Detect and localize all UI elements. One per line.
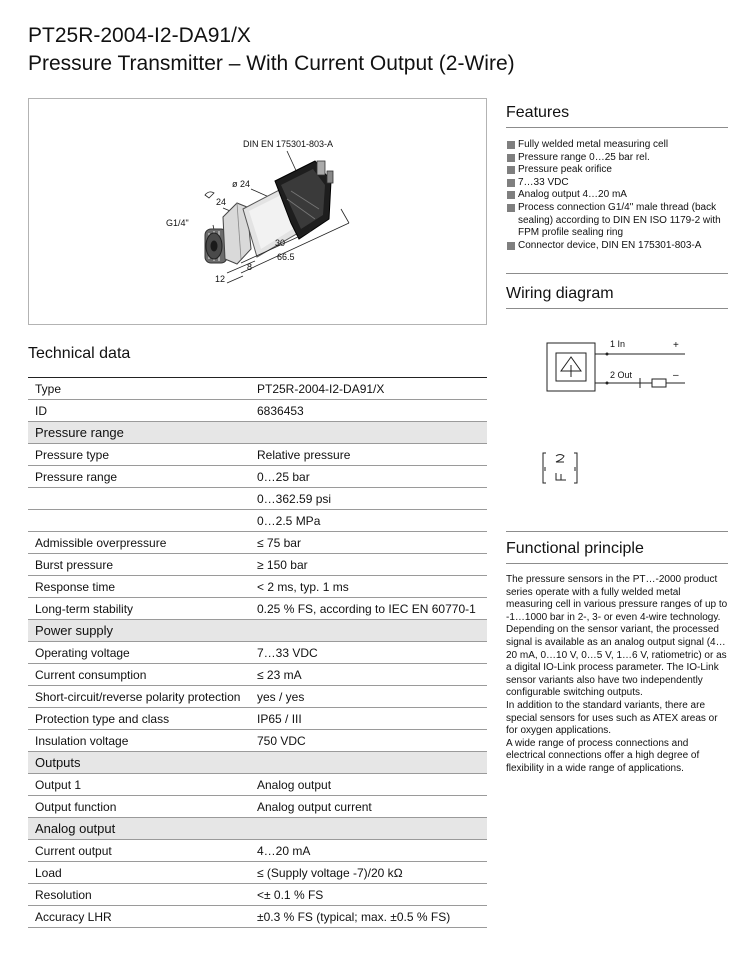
row-value: ≤ 75 bar — [248, 532, 487, 554]
row-label: Burst pressure — [28, 554, 248, 576]
product-description-title: Pressure Transmitter – With Current Output (2-Wire) — [28, 52, 515, 75]
table-section-row — [28, 752, 487, 774]
row-label: Pressure range — [28, 466, 248, 488]
row-label — [28, 510, 248, 532]
row-value: 0…2.5 MPa — [248, 510, 487, 532]
row-value: 0…362.59 psi — [248, 488, 487, 510]
row-label: ID — [28, 400, 248, 422]
row-label: Resolution — [28, 884, 248, 906]
feature-item: Analog output 4…20 mA — [506, 189, 728, 202]
row-value: PT25R-2004-I2-DA91/X — [248, 378, 487, 400]
features-list — [506, 139, 728, 252]
feature-item: Fully welded metal measuring cell — [506, 139, 728, 152]
table-row — [28, 466, 487, 488]
dim-12-label: 12 — [215, 274, 226, 284]
row-label: Output function — [28, 796, 248, 818]
row-label: Accuracy LHR — [28, 906, 248, 928]
table-row — [28, 488, 487, 510]
row-label: Response time — [28, 576, 248, 598]
pressure-transmitter-drawing — [29, 99, 486, 324]
row-value: ≥ 150 bar — [248, 554, 487, 576]
row-label — [28, 488, 248, 510]
table-row — [28, 906, 487, 928]
row-value: IP65 / III — [248, 708, 487, 730]
features-rule — [506, 127, 728, 128]
row-value: ≤ 23 mA — [248, 664, 487, 686]
dim-30-label: 30 — [275, 238, 286, 248]
row-value: 6836453 — [248, 400, 487, 422]
technical-data-table — [28, 377, 487, 928]
table-section-row — [28, 620, 487, 642]
row-label: Current output — [28, 840, 248, 862]
table-row — [28, 862, 487, 884]
row-value — [248, 818, 487, 840]
table-row — [28, 576, 487, 598]
thread-label: G1/4" — [166, 218, 189, 228]
table-row — [28, 774, 487, 796]
section-label: Power supply — [28, 620, 248, 642]
table-row — [28, 378, 487, 400]
row-value: ≤ (Supply voltage -7)/20 kΩ — [248, 862, 487, 884]
functional-rule — [506, 563, 728, 564]
section-label: Outputs — [28, 752, 248, 774]
functional-paragraph: A wide range of process connections and electrical connections offer a high degree of flexibility in a wide range of applications. — [506, 737, 700, 774]
row-label: Short-circuit/reverse polarity protection — [28, 686, 248, 708]
table-row — [28, 840, 487, 862]
dim-66-5-label: 66.5 — [277, 252, 295, 262]
table-row — [28, 598, 487, 620]
feature-item: 7…33 VDC — [506, 177, 728, 190]
row-value: 0…25 bar — [248, 466, 487, 488]
row-value: < 2 ms, typ. 1 ms — [248, 576, 487, 598]
table-row — [28, 730, 487, 752]
row-value: Analog output current — [248, 796, 487, 818]
functional-paragraph: The pressure sensors in the PT…-2000 product series operate with a fully welded metal measuring cell in various pressure ranges of up to -1…1000 bar in 2-, 3- or even 4-wire technology. Depending on the sensor variant, the processed signal is available as an analog output signal (4…20 mA, 0…10 V, 0…5 V, 1…6 V, ratiometric) or as a digital IO-Link process parameter. The IO-Link sensor variants also have two independently configurable switching outputs. — [506, 574, 728, 699]
row-label: Operating voltage — [28, 642, 248, 664]
row-value — [248, 752, 487, 774]
row-label: Current consumption — [28, 664, 248, 686]
table-row — [28, 510, 487, 532]
table-row — [28, 554, 487, 576]
connector-pinout-icon — [540, 450, 580, 486]
wiring-plus-label: + — [673, 340, 679, 351]
table-row — [28, 884, 487, 906]
wiring-pin1-label: 1 In — [610, 339, 626, 349]
table-section-row — [28, 422, 487, 444]
row-label: Output 1 — [28, 774, 248, 796]
row-label: Pressure type — [28, 444, 248, 466]
row-value: 750 VDC — [248, 730, 487, 752]
table-row — [28, 796, 487, 818]
product-image-box — [28, 98, 487, 325]
functional-top-rule — [506, 531, 728, 532]
wiring-diagram — [540, 335, 730, 395]
product-code-title: PT25R-2004-I2-DA91/X — [28, 24, 251, 47]
table-section-row — [28, 818, 487, 840]
table-row — [28, 444, 487, 466]
wiring-minus-label: – — [673, 370, 679, 381]
table-row — [28, 400, 487, 422]
row-value — [248, 422, 487, 444]
wiring-rule — [506, 308, 728, 309]
wrench-size-label: 24 — [216, 197, 227, 207]
wiring-heading: Wiring diagram — [506, 285, 614, 302]
section-label: Analog output — [28, 818, 248, 840]
row-value: ±0.3 % FS (typical; max. ±0.5 % FS) — [248, 906, 487, 928]
table-row — [28, 532, 487, 554]
row-label: Long-term stability — [28, 598, 248, 620]
feature-item: Connector device, DIN EN 175301-803-A — [506, 240, 728, 253]
connector-standard-label: DIN EN 175301-803-A — [243, 139, 334, 149]
functional-heading: Functional principle — [506, 540, 644, 557]
row-value: <± 0.1 % FS — [248, 884, 487, 906]
table-row — [28, 708, 487, 730]
section-label: Pressure range — [28, 422, 248, 444]
table-row — [28, 686, 487, 708]
table-row — [28, 664, 487, 686]
wiring-top-rule — [506, 273, 728, 274]
wiring-pin2-label: 2 Out — [610, 370, 633, 380]
row-value: 4…20 mA — [248, 840, 487, 862]
row-value: 0.25 % FS, according to IEC EN 60770-1 — [248, 598, 487, 620]
row-label: Load — [28, 862, 248, 884]
feature-item: Process connection G1/4" male thread (back sealing) according to DIN EN ISO 1179-2 with FPM profile sealing ring — [506, 202, 728, 240]
feature-item: Pressure range 0…25 bar rel. — [506, 152, 728, 165]
row-value: 7…33 VDC — [248, 642, 487, 664]
row-value — [248, 620, 487, 642]
dim-8-label: 8 — [247, 262, 253, 272]
diameter-label: ø 24 — [232, 179, 251, 189]
features-heading: Features — [506, 104, 570, 121]
row-label: Type — [28, 378, 248, 400]
row-value: yes / yes — [248, 686, 487, 708]
row-value: Analog output — [248, 774, 487, 796]
functional-text — [506, 574, 728, 776]
row-value: Relative pressure — [248, 444, 487, 466]
table-row — [28, 642, 487, 664]
row-label: Protection type and class — [28, 708, 248, 730]
feature-item: Pressure peak orifice — [506, 164, 728, 177]
functional-paragraph: In addition to the standard variants, there are special sensors for uses such as ATEX areas or for oxygen applications. — [506, 699, 718, 737]
row-label: Insulation voltage — [28, 730, 248, 752]
row-label: Admissible overpressure — [28, 532, 248, 554]
technical-heading: Technical data — [28, 345, 131, 362]
